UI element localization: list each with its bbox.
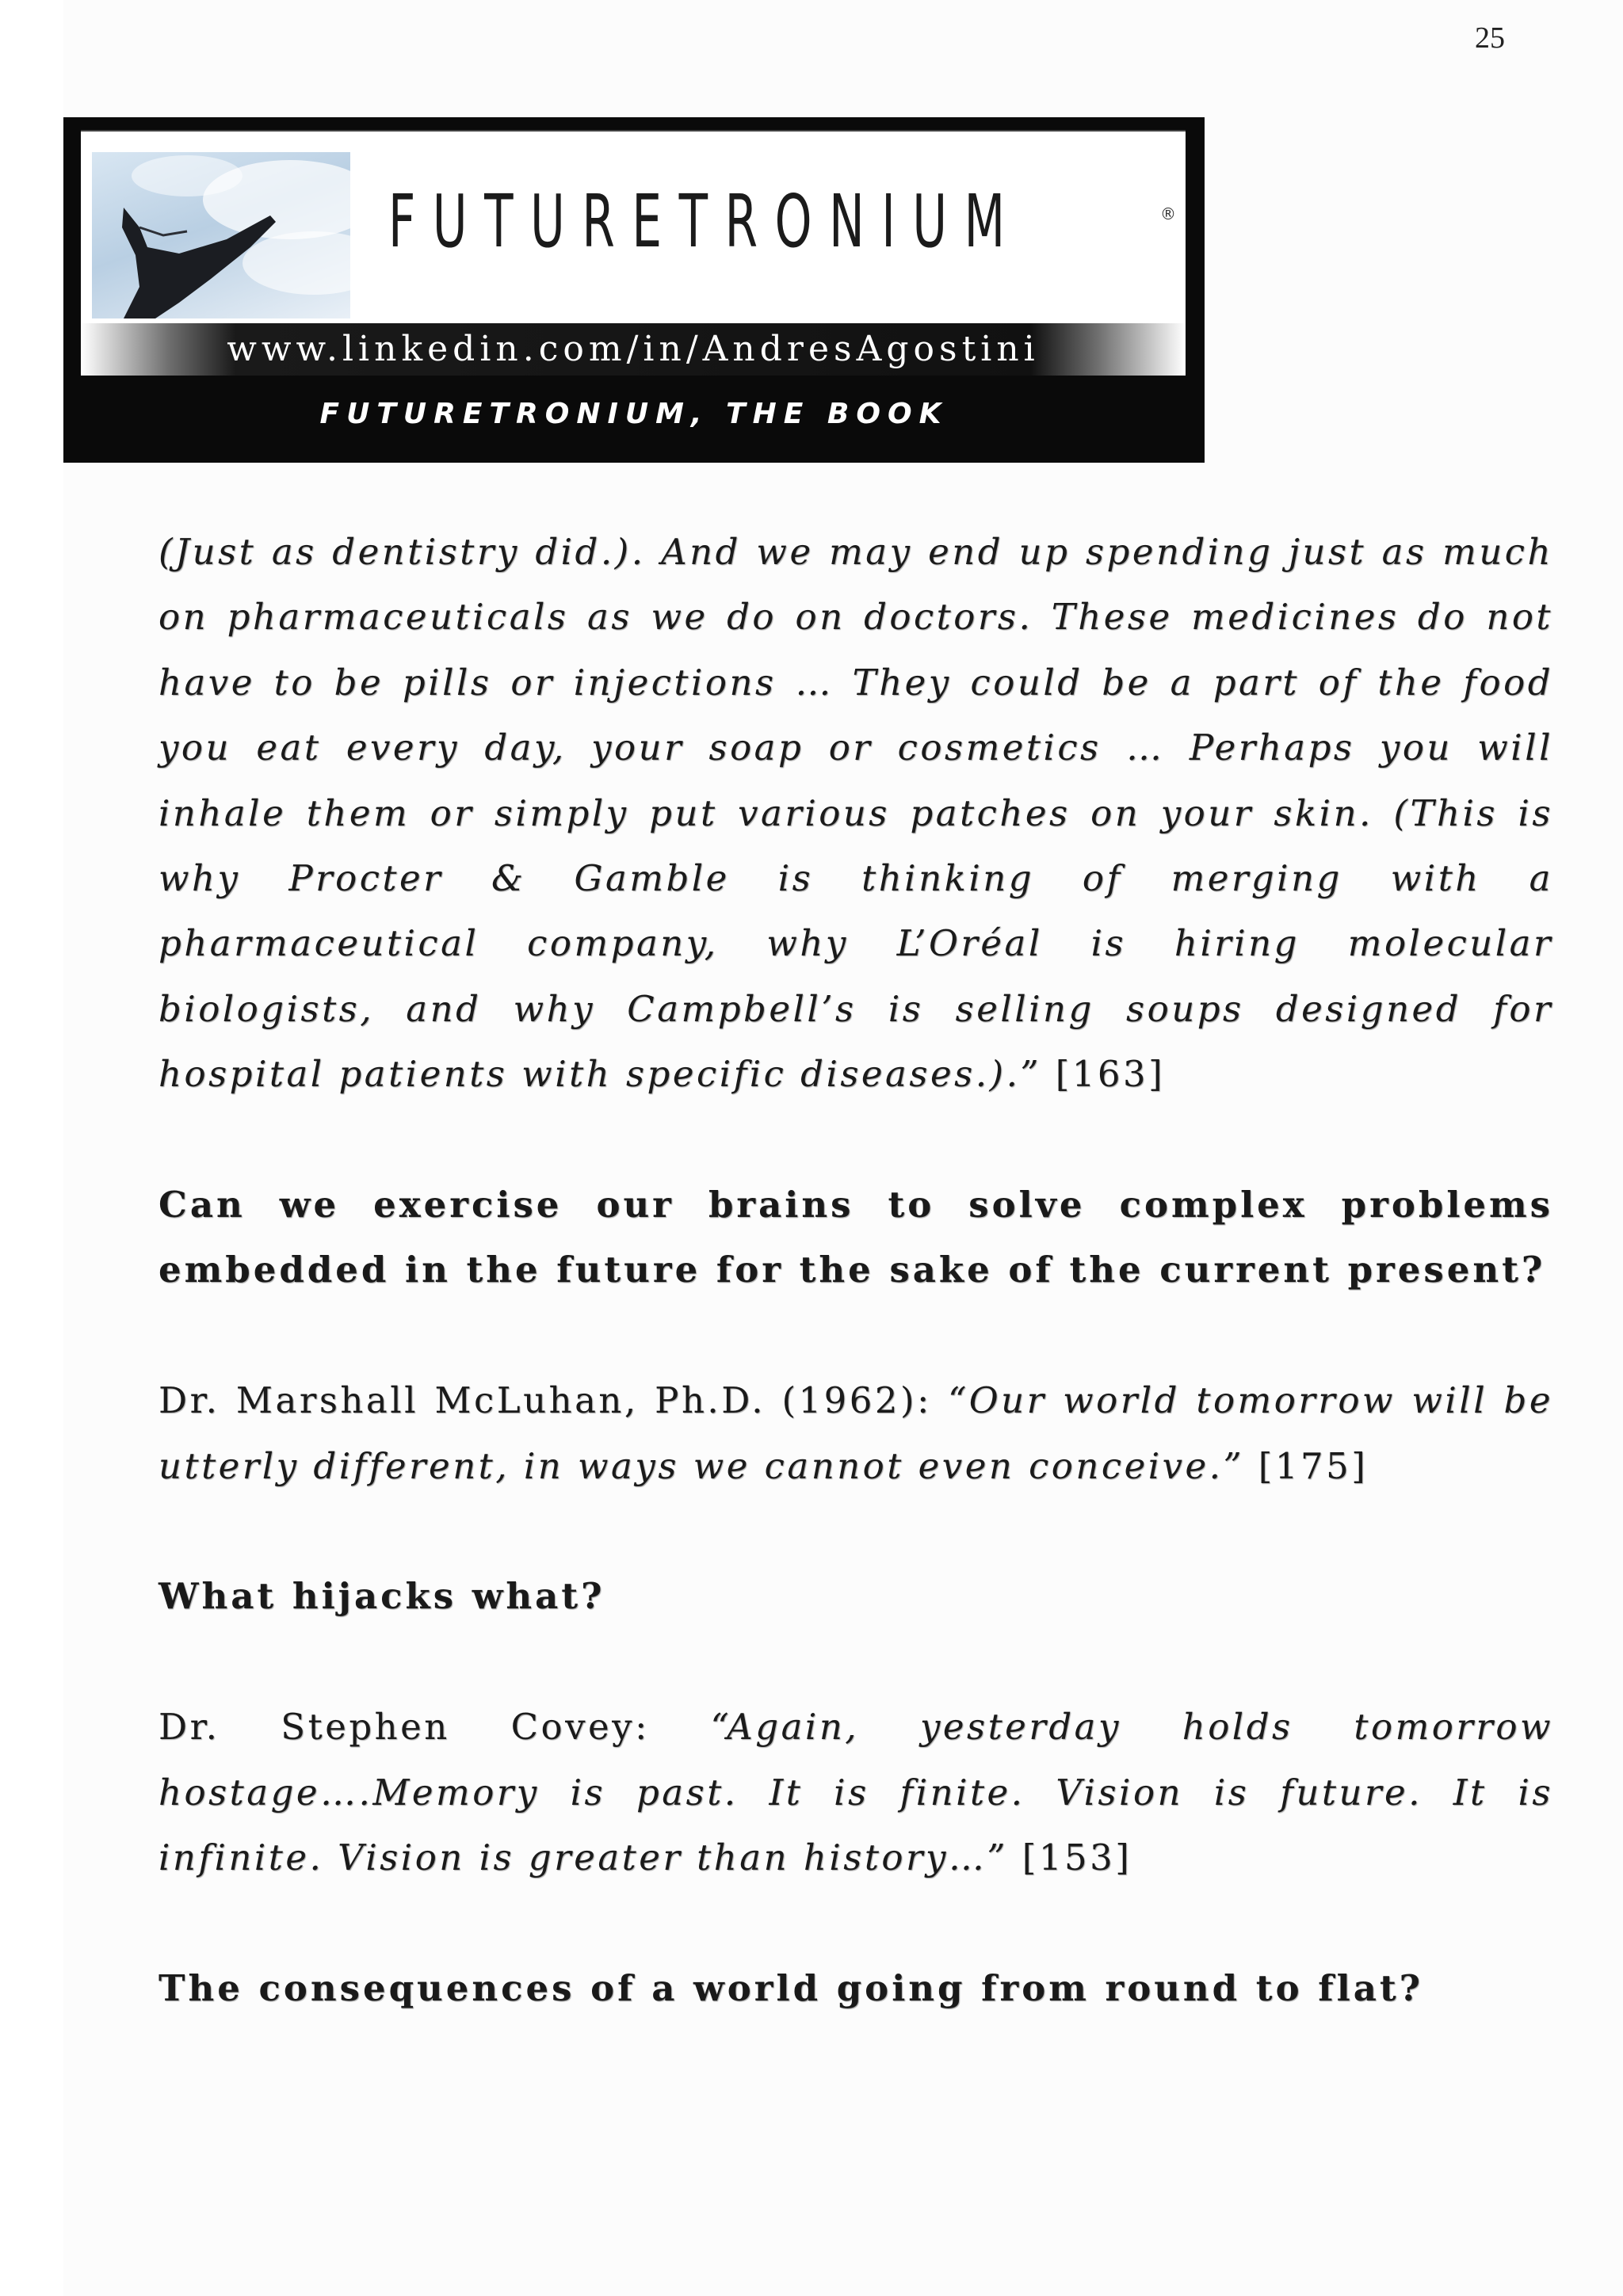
question-heading-flat-world: The consequences of a world going from round to flat? bbox=[158, 1966, 1424, 2009]
quote-speaker: Dr. Marshall McLuhan, Ph.D. (1962): bbox=[158, 1379, 949, 1422]
futuretronium-banner bbox=[63, 117, 1205, 463]
spacer bbox=[158, 1499, 1553, 1564]
citation-ref: [175] bbox=[1243, 1444, 1369, 1487]
quote-block-pharmaceuticals bbox=[158, 520, 1553, 1108]
spacer bbox=[158, 1890, 1553, 1955]
citation-ref: [163] bbox=[1041, 1053, 1166, 1096]
registered-mark: ® bbox=[1160, 204, 1176, 223]
page-number: 25 bbox=[1475, 21, 1505, 55]
citation-ref: [153] bbox=[1007, 1836, 1132, 1879]
spacer bbox=[158, 1630, 1553, 1695]
quote-text: “Again, yesterday holds tomorrow hostage….Memory is past. It is finite. Vision is future. It is infinite. Vision is greater than history…” bbox=[158, 1706, 1554, 1879]
url-strip bbox=[81, 323, 1186, 376]
question-heading-brains: Can we exercise our brains to solve complex problems embedded in the future for the sake of the current present? bbox=[158, 1184, 1553, 1291]
question-heading-hijacks: What hijacks what? bbox=[158, 1575, 605, 1618]
book-subtitle: FUTURETRONIUM, THE BOOK bbox=[319, 398, 949, 430]
banner-logo-panel bbox=[81, 130, 1186, 334]
quote-block-covey bbox=[158, 1695, 1553, 1890]
brand-wordmark: FUTURETRONIUM bbox=[388, 179, 1022, 264]
quote-text: (Just as dentistry did.). And we may end up spending just as much on pharmaceuticals as we do on doctors. These medicines do not have to be pills or injections … They could be a part of the food you eat every day, your soap or cosmetics … Perhaps you will inhale them or simply put various patches on your skin. (This is why Procter & Gamble is thinking of merging with a pharmaceutical company, why L’Oréal is hiring molecular biologists, and why Campbell’s is selling soups designed for hospital patients with specific diseases.).” bbox=[158, 531, 1553, 1096]
quote-block-mcluhan bbox=[158, 1368, 1553, 1499]
spacer bbox=[158, 1303, 1553, 1368]
linkedin-url: www.linkedin.com/in/AndresAgostini bbox=[227, 329, 1040, 369]
spacer bbox=[158, 1108, 1553, 1173]
quote-speaker: Dr. Stephen Covey: bbox=[158, 1706, 711, 1749]
reaching-hand-icon bbox=[92, 152, 350, 318]
quote-text: “Our world tomorrow will be utterly different, in ways we cannot even conceive.” bbox=[158, 1379, 1553, 1487]
page-content bbox=[158, 520, 1553, 2021]
